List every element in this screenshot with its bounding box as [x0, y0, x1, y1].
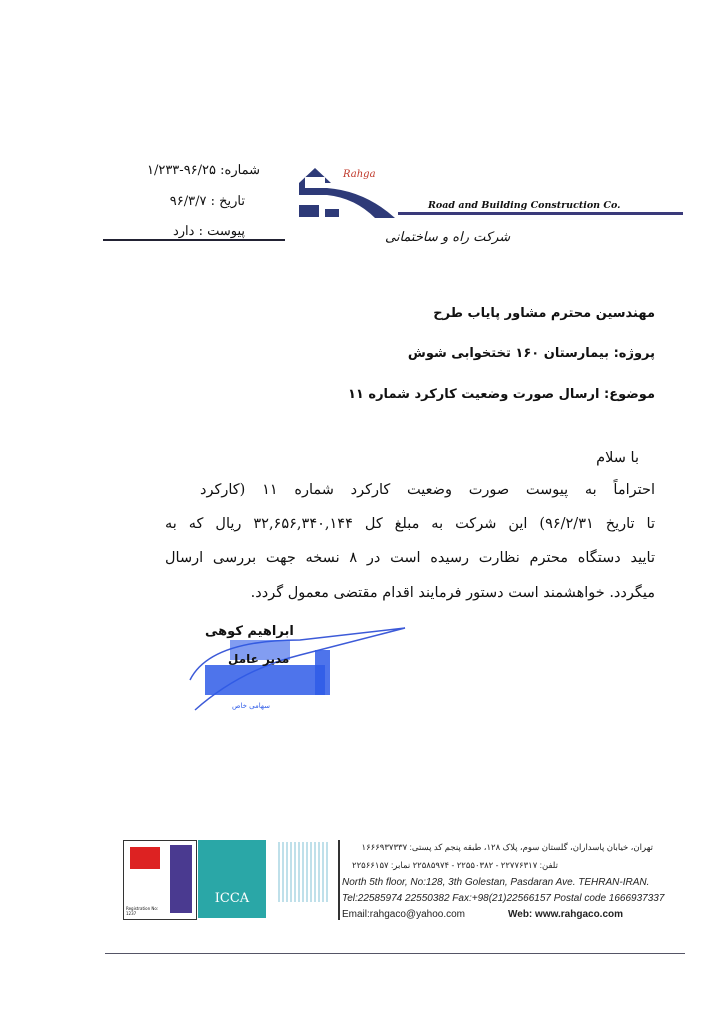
signer-name: ابراهیم کوهی — [205, 624, 294, 639]
stamp-text: سهامی خاص — [232, 702, 270, 710]
date-value: ۹۶/۳/۷ — [169, 194, 207, 209]
icca-badge — [198, 840, 266, 918]
header-rule — [398, 212, 683, 215]
registration-number: Registration No: 1237 — [126, 906, 159, 916]
body-line: میگردد. خواهشمند است دستور فرمایند اقدام مقتضی معمول گردد. — [250, 585, 655, 601]
company-name-fa: شرکت راه و ساختمانی — [385, 230, 511, 245]
footer-rule — [105, 953, 685, 954]
icca-label: ICCA — [214, 891, 250, 906]
address-fa: تهران، خیابان پاسداران، گلستان سوم، پلاک ۱۲۸، طبقه پنجم کد پستی: ۱۶۶۶۹۳۷۳۳۷ — [361, 842, 653, 852]
project: پروژه: بیمارستان ۱۶۰ تختخوابی شوش — [407, 346, 655, 361]
address-en: North 5th floor, No:128, 3th Golestan, Pasdaran Ave. TEHRAN-IRAN. — [342, 877, 650, 888]
signer-title: مدیر عامل — [228, 652, 290, 666]
body-line: تا تاریخ ۹۶/۲/۳۱) این شرکت به مبلغ کل ۳۲,۶۵۶,۳۴۰,۱۴۴ ریال که به — [165, 516, 656, 532]
attachment-label: پیوست : — [198, 224, 245, 239]
letter-date — [135, 194, 245, 209]
body-line: تایید دستگاه محترم نظارت رسیده است در ۸ نسخه جهت بررسی ارسال — [165, 550, 655, 566]
number-label: شماره: — [220, 163, 260, 178]
body-line: احتراماً به پیوست صورت وضعیت کارکرد شماره ۱۱ (کارکرد — [200, 482, 656, 498]
email[interactable]: Email:rahgaco@yahoo.com — [342, 909, 465, 920]
letter-number — [135, 163, 260, 178]
contact-en: Tel:22585974 22550382 Fax:+98(21)22566157 Postal code 1666937337 — [342, 893, 665, 904]
attachment-underline — [103, 239, 285, 241]
iso-certification-badge — [123, 840, 197, 920]
letter-attachment — [120, 224, 245, 239]
company-logo — [295, 163, 405, 223]
greeting: با سلام — [596, 450, 639, 466]
logo-text: Rahga — [343, 169, 376, 180]
attachment-value: دارد — [172, 224, 195, 239]
company-name-en: Road and Building Construction Co. — [428, 200, 621, 211]
number-value: ۹۶/۲۵-۱/۲۳۳ — [146, 163, 217, 178]
phones-fa: تلفن: ۲۲۷۷۶۳۱۷ - ۲۲۵۵۰۳۸۲ - ۲۲۵۸۵۹۷۴ نمابر: ۲۲۵۶۶۱۵۷ — [352, 860, 558, 870]
association-logo-icon — [278, 842, 330, 902]
website[interactable]: Web: www.rahgaco.com — [508, 909, 624, 920]
footer-divider — [338, 840, 340, 920]
eu-badge-icon — [170, 845, 192, 913]
certification-logo-icon — [130, 847, 160, 869]
date-label: تاریخ : — [210, 194, 245, 209]
subject: موضوع: ارسال صورت وضعیت کارکرد شماره ۱۱ — [348, 387, 655, 402]
recipient: مهندسین محترم مشاور پایاب طرح — [433, 306, 655, 321]
